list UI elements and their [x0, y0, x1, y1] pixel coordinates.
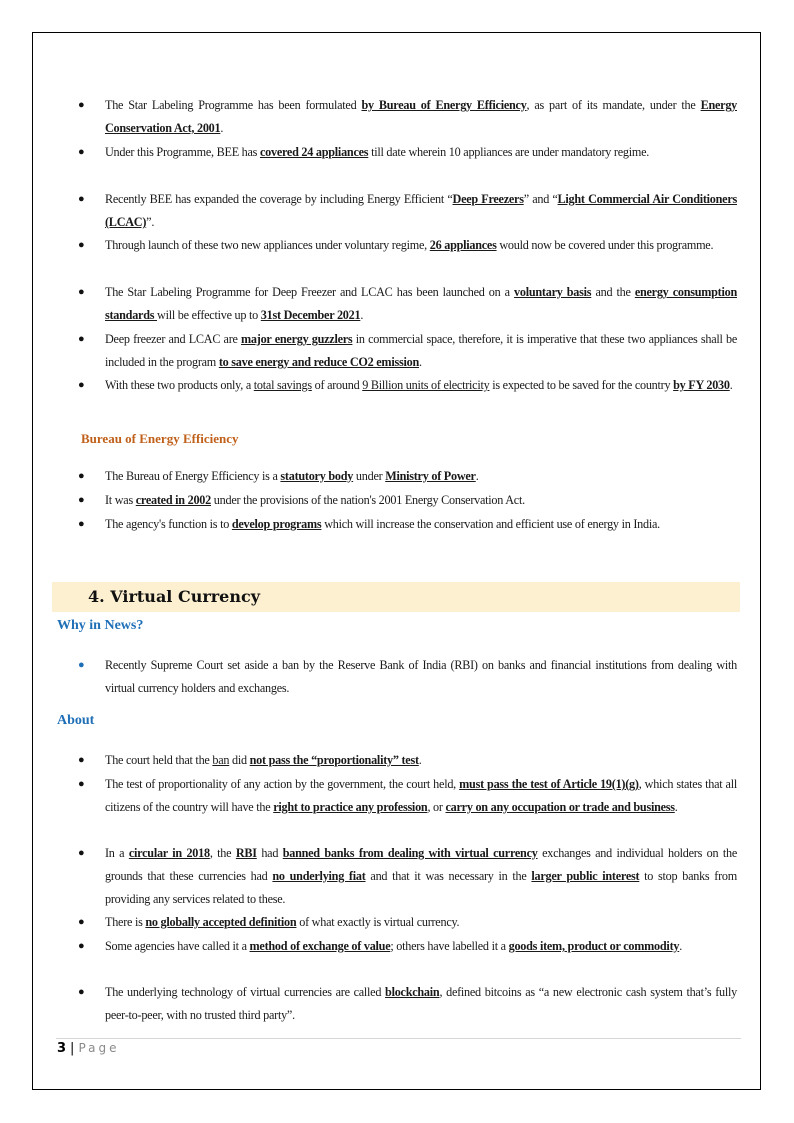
bullet-icon: ● [78, 470, 85, 482]
emphasis-text: no underlying fiat [272, 869, 366, 883]
underlined-text: total savings [253, 378, 312, 392]
list-item: ● Recently Supreme Court set aside a ban by the Reserve Bank of India (RBI) on banks and financial institutions from dealing with virtual currency holders and exchanges. [105, 654, 737, 700]
emphasis-text: Light Commercial Air Conditioners (LCAC) [105, 192, 737, 229]
emphasis-text: method of exchange of value [249, 939, 391, 953]
bullet-icon: ● [78, 286, 85, 298]
emphasis-text: blockchain [385, 985, 440, 999]
bee-heading: Bureau of Energy Efficiency [81, 431, 239, 446]
list-item: ● The Star Labeling Programme has been formulated by Bureau of Energy Efficiency, as part of its mandate, under the Energy Conservation Act, 2001. [105, 94, 737, 140]
list-item: ● There is no globally accepted definition of what exactly is virtual currency. [105, 911, 737, 934]
emphasis-text: covered 24 appliances [259, 145, 369, 159]
emphasis-text: larger public interest [531, 869, 640, 883]
page-label: Page [78, 1041, 120, 1055]
list-item: ● Deep freezer and LCAC are major energy guzzlers in commercial space, therefore, it is imperative that these two appliances shall be included in the program to save energy and reduce CO2 emission. [105, 328, 737, 374]
emphasis-text: no globally accepted definition [145, 915, 297, 929]
emphasis-text: not pass the “proportionality” test [249, 753, 419, 767]
page-footer [57, 1041, 120, 1056]
underlined-text: 9 Billion units of electricity [362, 378, 490, 392]
list-item: ● Recently BEE has expanded the coverage by including Energy Efficient “Deep Freezers” and “Light Commercial Air Conditioners (LCAC)”. [105, 188, 737, 234]
emphasis-text: by FY 2030 [673, 378, 730, 392]
emphasis-text: Energy Conservation Act, 2001 [105, 98, 738, 135]
bullet-icon: ● [78, 518, 85, 530]
bullet-icon: ● [78, 379, 85, 391]
emphasis-text: Deep Freezers [452, 192, 524, 206]
emphasis-text: goods item, product or commodity [508, 939, 680, 953]
section-title: 4. Virtual Currency [88, 587, 261, 606]
emphasis-text: right to practice any profession [273, 800, 428, 814]
emphasis-text: circular in 2018 [128, 846, 210, 860]
emphasis-text: energy consumption standards [105, 285, 737, 322]
bullet-icon: ● [78, 193, 85, 205]
list-item: ● In a circular in 2018, the RBI had banned banks from dealing with virtual currency exchanges and individual holders on the grounds that these currencies had no underlying fiat and that it was necessary in the larger public interest to stop banks from providing any services related to these. [105, 842, 737, 911]
emphasis-text: to save energy and reduce CO2 emission [218, 355, 419, 369]
emphasis-text: statutory body [280, 469, 354, 483]
bullet-icon: ● [78, 239, 85, 251]
bullet-icon: ● [78, 333, 85, 345]
bullet-icon: ● [78, 986, 85, 998]
bullet-icon: ● [78, 754, 85, 766]
footer-divider [56, 1038, 741, 1039]
list-item: ● It was created in 2002 under the provisions of the nation's 2001 Energy Conservation Act. [105, 489, 737, 512]
bullet-icon: ● [78, 146, 85, 158]
bullet-icon: ● [78, 940, 85, 952]
bullet-icon: ● [78, 916, 85, 928]
bullet-icon: ● [78, 778, 85, 790]
emphasis-text: major energy guzzlers [241, 332, 353, 346]
emphasis-text: Ministry of Power [385, 469, 476, 483]
bullet-icon: ● [78, 847, 85, 859]
page-number: 3 [57, 1041, 67, 1056]
list-item: ● With these two products only, a total savings of around 9 Billion units of electricity is expected to be saved for the country by FY 2030. [105, 374, 737, 397]
underlined-text: ban [212, 753, 230, 767]
list-item: ● Through launch of these two new appliances under voluntary regime, 26 appliances would now be covered under this programme. [105, 234, 737, 257]
emphasis-text: by Bureau of Energy Efficiency [361, 98, 527, 112]
section-header-band [52, 582, 740, 612]
footer-separator: | [70, 1041, 75, 1056]
emphasis-text: 26 appliances [429, 238, 497, 252]
emphasis-text: develop programs [231, 517, 322, 531]
bullet-icon: ● [78, 99, 85, 111]
emphasis-text: must pass the test of Article 19(1)(g) [459, 777, 639, 791]
emphasis-text: 31st December 2021 [260, 308, 361, 322]
list-item: ● The test of proportionality of any action by the government, the court held, must pass the test of Article 19(1)(g), which states that all citizens of the country will have the right to practice any profession, or carry on any occupation or trade and business. [105, 773, 737, 819]
list-item: ● The Bureau of Energy Efficiency is a statutory body under Ministry of Power. [105, 465, 737, 488]
emphasis-text: banned banks from dealing with virtual currency [282, 846, 538, 860]
list-item: ● Some agencies have called it a method of exchange of value; others have labelled it a goods item, product or commodity. [105, 935, 737, 958]
list-item: ● The court held that the ban did not pass the “proportionality” test. [105, 749, 737, 772]
why-in-news-heading: Why in News? [57, 618, 144, 633]
bullet-icon: ● [78, 659, 85, 671]
emphasis-text: created in 2002 [135, 493, 211, 507]
list-item: ● The agency's function is to develop programs which will increase the conservation and efficient use of energy in India. [105, 513, 737, 536]
list-item: ● The Star Labeling Programme for Deep Freezer and LCAC has been launched on a voluntary basis and the energy consumption standards will be effective up to 31st December 2021. [105, 281, 737, 327]
emphasis-text: voluntary basis [514, 285, 592, 299]
about-heading: About [57, 713, 95, 728]
bullet-icon: ● [78, 494, 85, 506]
emphasis-text: carry on any occupation or trade and business [445, 800, 675, 814]
emphasis-text: RBI [235, 846, 257, 860]
list-item: ● The underlying technology of virtual currencies are called blockchain, defined bitcoins as “a new electronic cash system that’s fully peer-to-peer, with no trusted third party”. [105, 981, 737, 1027]
list-item: ● Under this Programme, BEE has covered 24 appliances till date wherein 10 appliances are under mandatory regime. [105, 141, 737, 164]
